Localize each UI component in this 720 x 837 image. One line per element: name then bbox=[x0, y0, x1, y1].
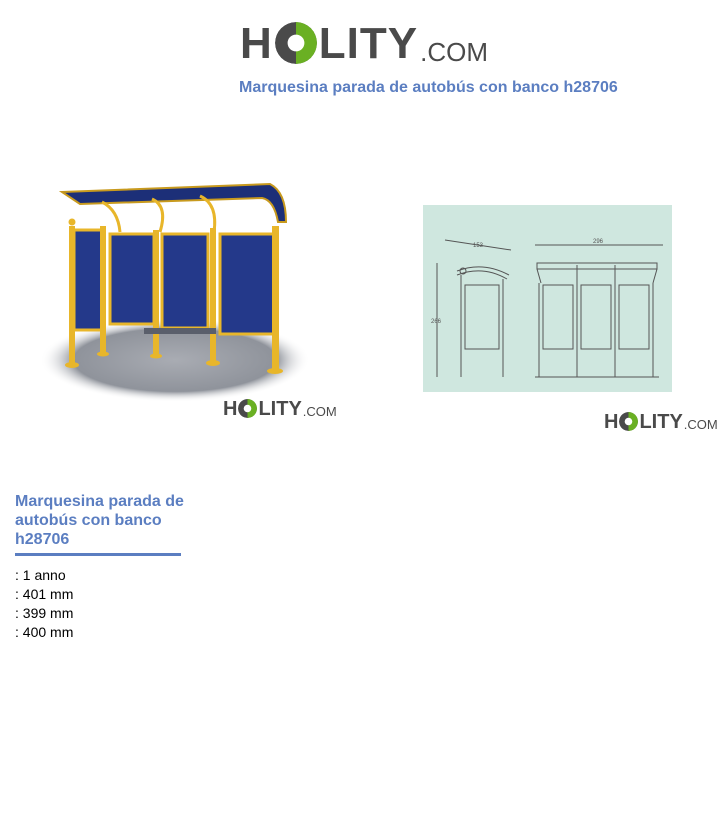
logo-letter-h: H bbox=[240, 19, 273, 68]
spec-item: : 401 mm bbox=[15, 586, 74, 602]
brand-logo[interactable] bbox=[240, 14, 488, 66]
dimension-height: 266 bbox=[431, 319, 442, 325]
logo-letters-lity: LITY bbox=[258, 398, 302, 420]
logo-o-icon bbox=[238, 399, 257, 418]
spec-item: : 1 anno bbox=[15, 567, 66, 583]
logo-o-icon bbox=[275, 22, 317, 64]
spec-item: : 400 mm bbox=[15, 624, 74, 640]
logo-com: .COM bbox=[302, 404, 337, 419]
dimension-width: 296 bbox=[593, 239, 604, 245]
technical-drawing bbox=[423, 205, 672, 392]
photo-watermark-logo bbox=[223, 399, 337, 419]
logo-letter-h: H bbox=[604, 411, 619, 433]
product-photo bbox=[40, 170, 320, 410]
logo-o-icon bbox=[619, 412, 638, 431]
logo-com: .COM bbox=[420, 37, 488, 67]
title-underline bbox=[15, 553, 181, 556]
product-name: Marquesina parada de autobús con banco h28706 bbox=[15, 493, 184, 548]
logo-com: .COM bbox=[683, 417, 718, 432]
spec-list bbox=[15, 566, 73, 642]
logo-letters-lity: LITY bbox=[639, 411, 683, 433]
page-title: Marquesina parada de autobús con banco h28706 bbox=[239, 79, 618, 96]
spec-item: : 399 mm bbox=[15, 605, 74, 621]
logo-letter-h: H bbox=[223, 398, 238, 420]
dimension-roof: 153 bbox=[473, 243, 484, 249]
logo-letters-lity: LITY bbox=[318, 19, 419, 68]
drawing-watermark-logo bbox=[604, 412, 718, 432]
